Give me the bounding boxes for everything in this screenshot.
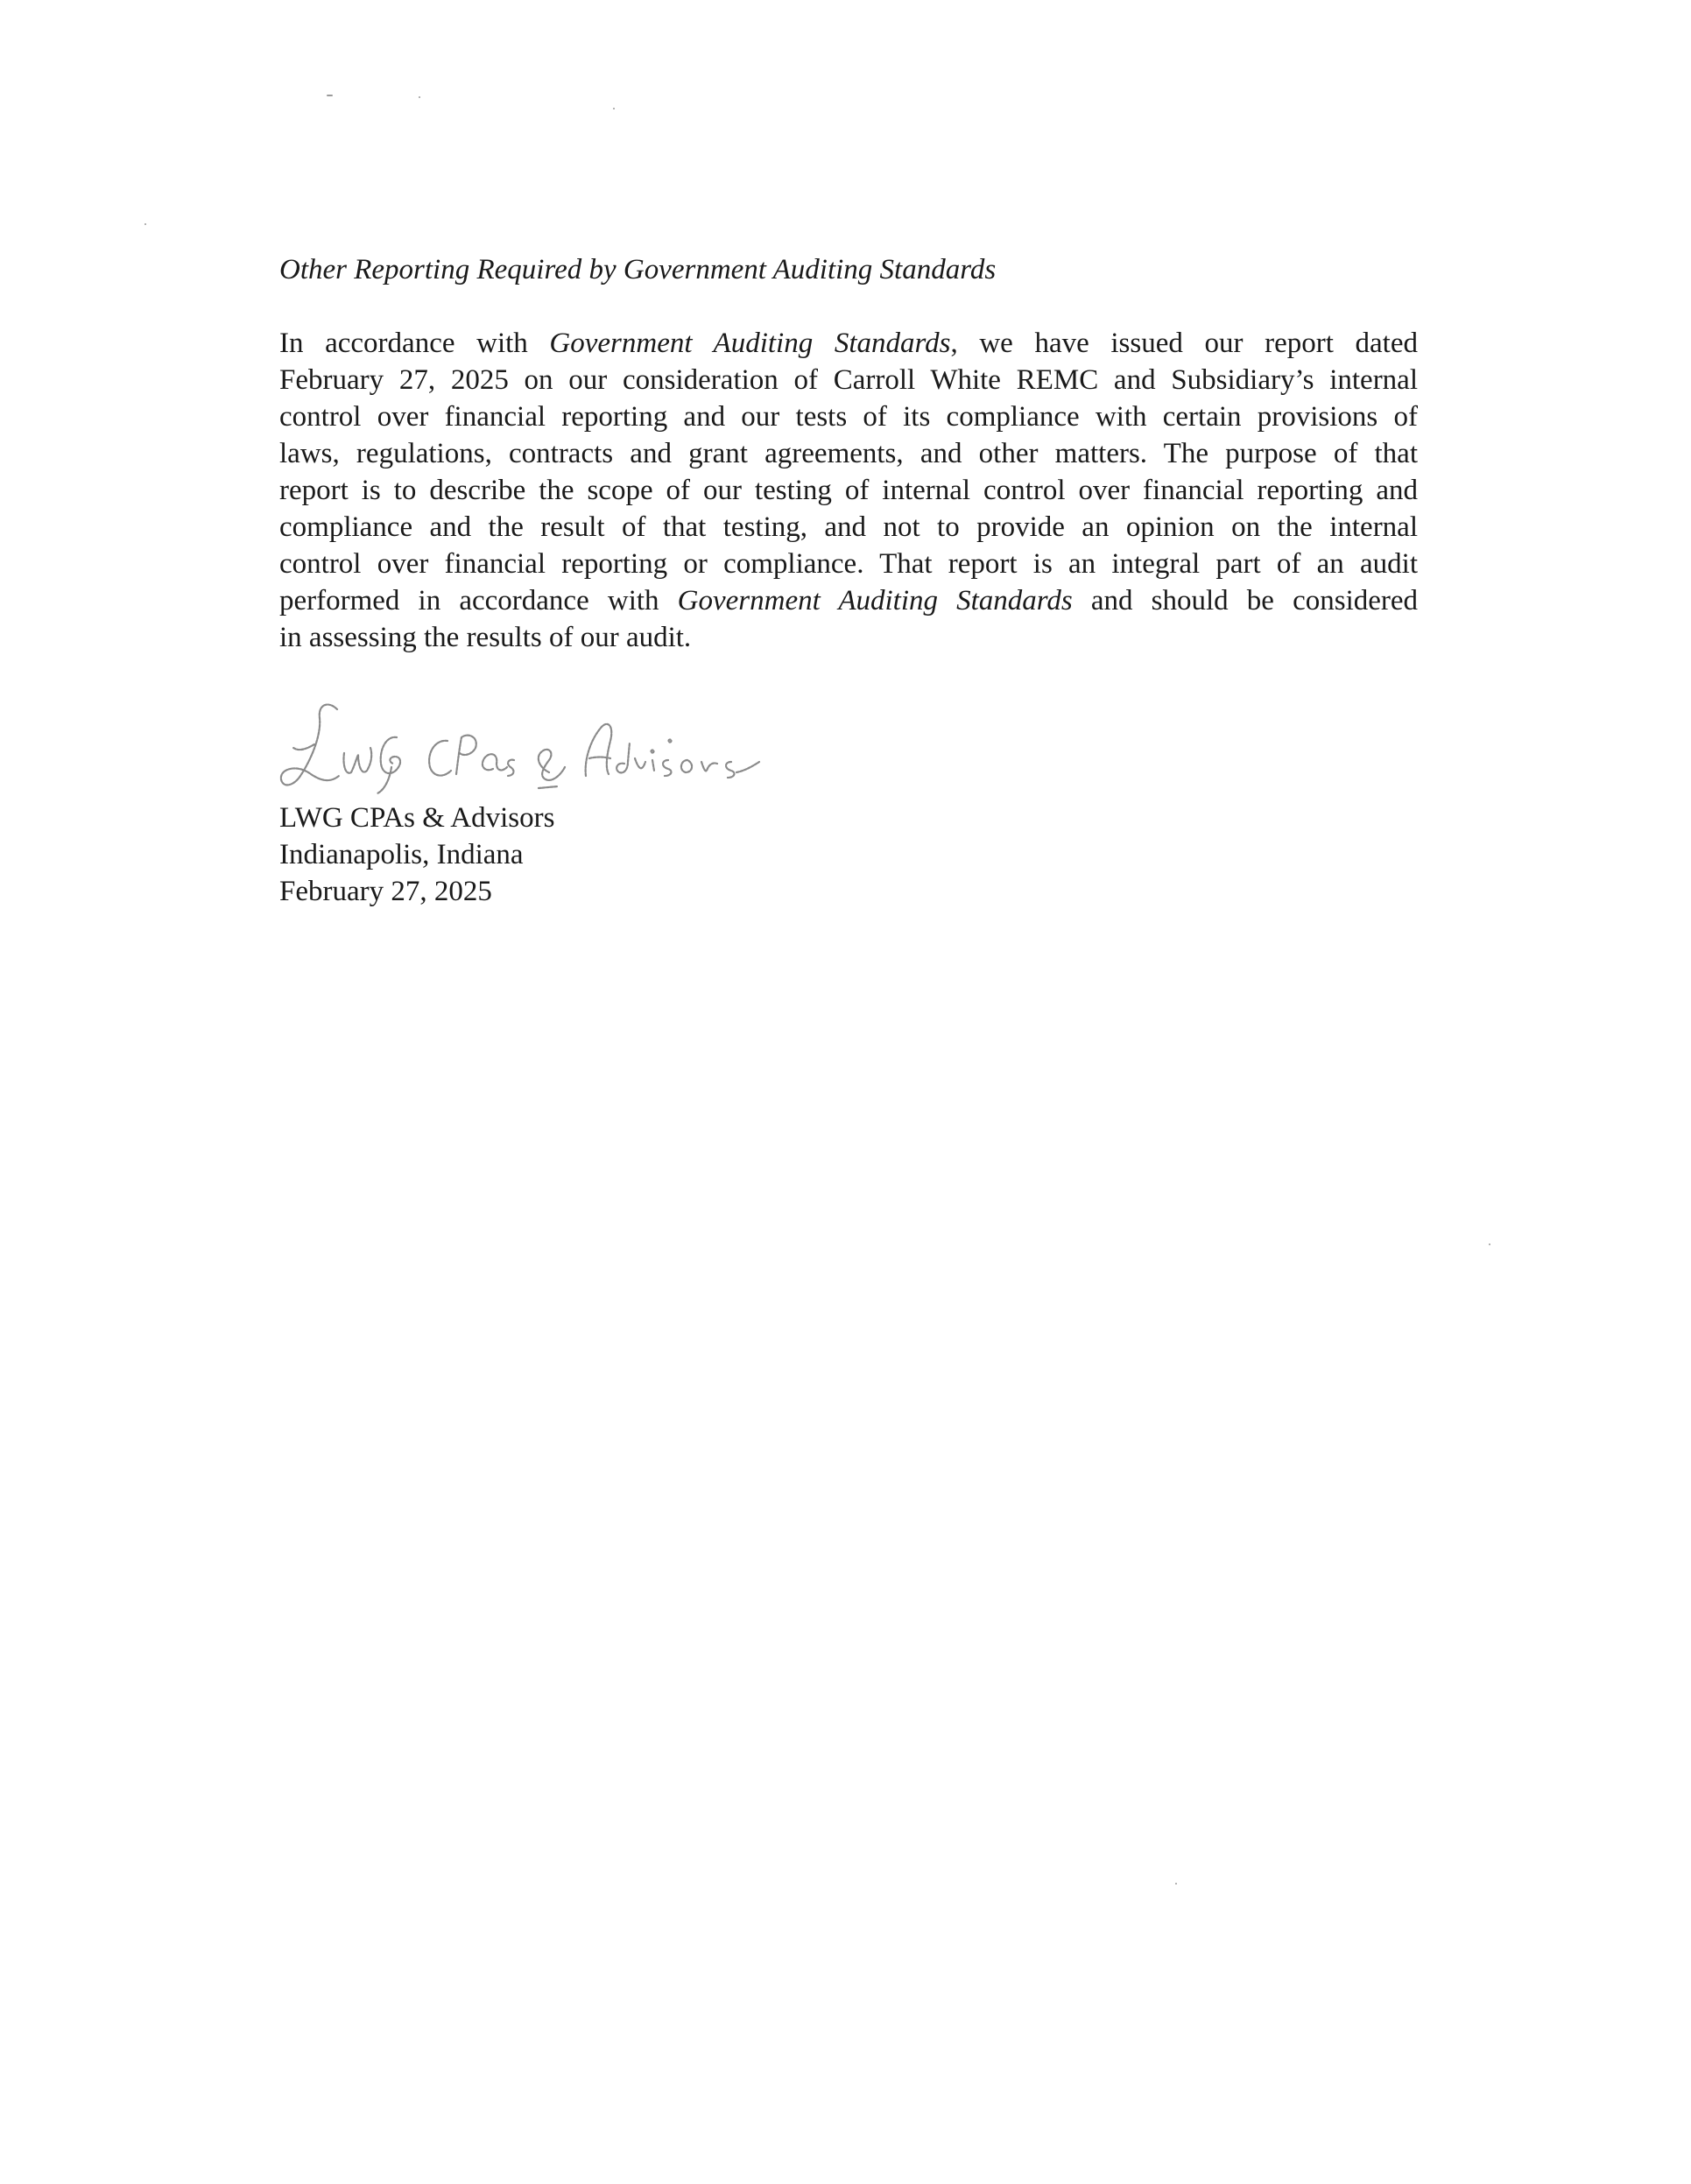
paragraph-line: February 27, 2025 on our consideration of Carroll White REMC and Subsidiary’s internal — [279, 364, 1418, 396]
signature-image — [276, 692, 766, 806]
paragraph-line — [279, 325, 1418, 362]
scan-speck — [144, 223, 146, 225]
text-run: , we have issued our report dated — [950, 328, 1418, 359]
scan-speck — [1489, 1243, 1490, 1245]
paragraph-line — [279, 582, 1418, 619]
scan-speck — [1175, 1883, 1177, 1885]
scan-speck — [327, 95, 333, 96]
text-run: performed in accordance with — [279, 585, 678, 616]
report-date: February 27, 2025 — [279, 876, 492, 907]
scan-speck — [613, 108, 615, 109]
signoff-block — [279, 800, 554, 910]
firm-location: Indianapolis, Indiana — [279, 839, 524, 870]
handwritten-signature — [276, 692, 766, 806]
paragraph-line: in assessing the results of our audit. — [279, 622, 692, 653]
paragraph-line: compliance and the result of that testing, and not to provide an opinion on the internal — [279, 511, 1418, 543]
text-run: and should be considered — [1072, 585, 1419, 616]
scan-speck — [419, 96, 420, 98]
section-heading: Other Reporting Required by Government Auditing Standards — [279, 254, 997, 285]
paragraph-line: report is to describe the scope of our testing of internal control over financial reporting and — [279, 475, 1418, 506]
italic-title: Government Auditing Standards — [677, 585, 1073, 616]
body-paragraph — [279, 325, 1418, 656]
italic-title: Government Auditing Standards — [549, 328, 951, 359]
paragraph-line: control over financial reporting and our tests of its compliance with certain provisions of — [279, 401, 1418, 433]
text-run: In accordance with — [279, 328, 550, 359]
paragraph-line: control over financial reporting or compliance. That report is an integral part of an audit — [279, 548, 1418, 580]
firm-name: LWG CPAs & Advisors — [279, 802, 555, 834]
paragraph-line: laws, regulations, contracts and grant agreements, and other matters. The purpose of that — [279, 438, 1418, 469]
